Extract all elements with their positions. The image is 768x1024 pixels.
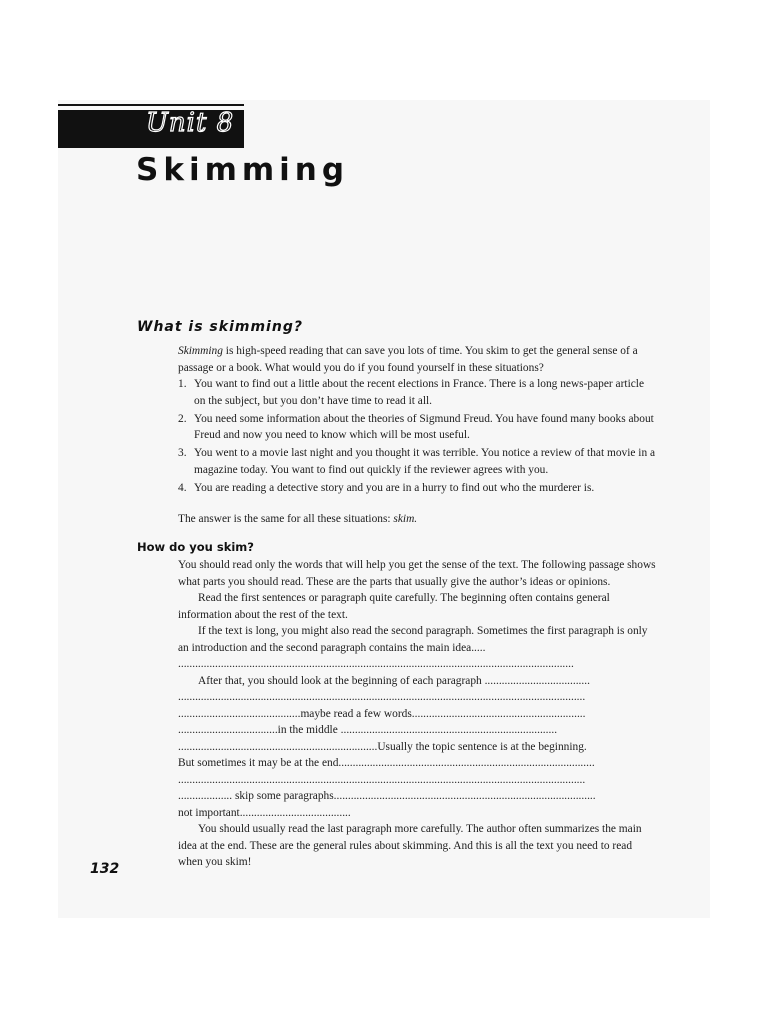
list-item-text: You went to a movie last night and you thought it was terrible. You notice a review of that movie in a magazine today. You want to find out quickly if the reviewer agrees with you. [194, 447, 656, 476]
paragraph: You should usually read the last paragraph more carefully. The author often summarizes the main idea at the end. These are the general rules about skimming. And this is all the text you need to read when you skim! [178, 823, 642, 868]
list-item [178, 376, 656, 409]
answer-text: The answer is the same for all these situations: [178, 513, 394, 525]
unit-label-text: Unit 8 [146, 108, 235, 138]
paragraph: You should read only the words that will help you get the sense of the text. The following passage shows what parts you should read. These are the parts that usually give the author’s ideas or opinions. [178, 559, 656, 588]
list-item [178, 480, 656, 497]
dotted-line: ...................................in the middle ............................................................................ [178, 724, 558, 736]
unit-label [146, 108, 234, 138]
unit-banner-rule [58, 104, 244, 106]
list-item-text: You are reading a detective story and you are in a hurry to find out who the murderer is. [194, 481, 595, 494]
dotted-line: ................... skip some paragraphs............................................................................................ [178, 790, 596, 802]
intro-term: Skimming [178, 345, 223, 357]
situations-list [178, 376, 656, 498]
dotted-line: ............................................................................................................................................... [178, 773, 586, 786]
dotted-line: ........................................................................................................................................... [178, 658, 574, 670]
list-item-text: You want to find out a little about the recent elections in France. There is a long news-paper article on the subject, but you don’t have time to read it all. [194, 378, 645, 407]
section-heading-what: What is skimming? [137, 319, 303, 335]
chapter-title: Skimming [136, 152, 350, 188]
list-item [178, 445, 656, 478]
skim-sample-passage [178, 557, 656, 871]
intro-text: is high-speed reading that can save you lots of time. You skim to get the general sense of a passage or a book. What would you do if you found yourself in these situations? [178, 345, 638, 374]
dotted-line: not important....................................... [178, 806, 351, 819]
list-item [178, 411, 656, 444]
list-item-text: You need some information about the theories of Sigmund Freud. You have found many books about Freud and now you need to know which will be most useful. [194, 412, 654, 441]
list-item-number: 2. [178, 412, 187, 425]
dotted-line: ...........................................maybe read a few words............................................................. [178, 707, 586, 720]
intro-paragraph [178, 343, 656, 376]
answer-emphasis: skim. [393, 513, 418, 525]
list-item-number: 3. [178, 447, 187, 459]
paragraph: If the text is long, you might also read the second paragraph. Sometimes the first paragraph is only an introduction and the second paragraph contains the main idea..... [178, 625, 648, 654]
paragraph: Read the first sentences or paragraph quite carefully. The beginning often contains general information about the rest of the text. [178, 592, 610, 621]
dotted-line: ......................................................................Usually the topic sentence is at the beginning. [178, 740, 587, 753]
list-item-number: 4. [178, 481, 187, 494]
dotted-line: ............................................................................................................................................... [178, 691, 586, 703]
dotted-line: But sometimes it may be at the end.......................................................................................... [178, 757, 595, 769]
page-number: 132 [90, 861, 120, 877]
dotted-line: After that, you should look at the beginning of each paragraph ..................................... [198, 674, 590, 687]
list-item-number: 1. [178, 378, 187, 390]
section-heading-how: How do you skim? [137, 540, 254, 554]
answer-paragraph [178, 511, 656, 528]
